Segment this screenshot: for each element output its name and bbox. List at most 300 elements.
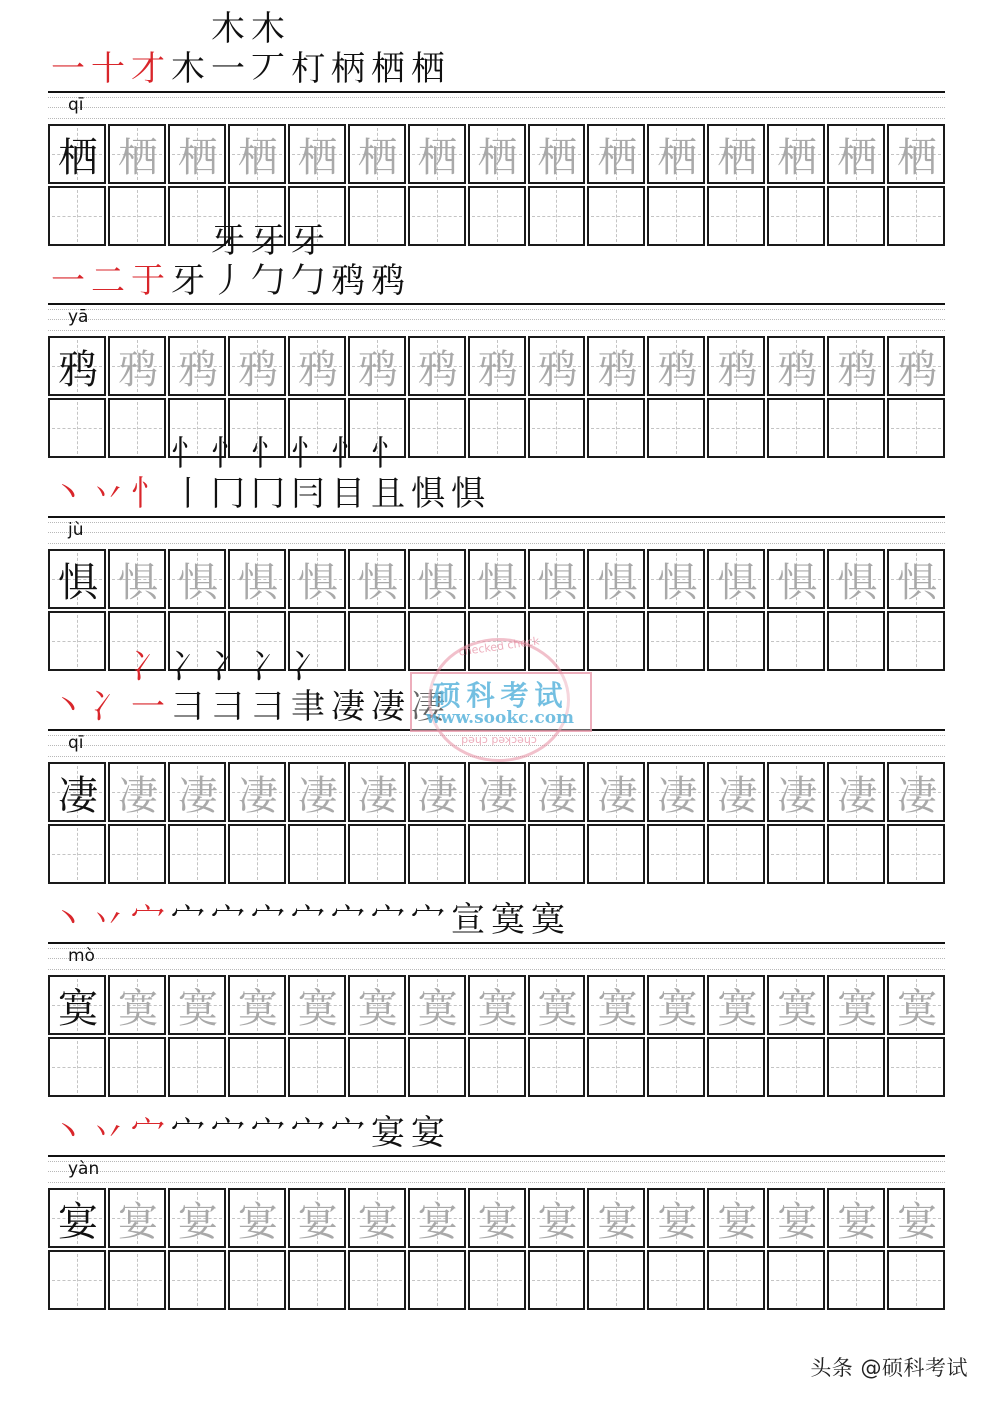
- pinyin-guide-line: [48, 969, 945, 970]
- trace-cell: [108, 549, 166, 609]
- practice-cell[interactable]: [108, 1250, 166, 1310]
- stroke-step: 宀: [251, 1113, 285, 1153]
- watermark-url: www.sookc.com: [425, 708, 575, 728]
- practice-cell[interactable]: [408, 824, 466, 884]
- trace-cell: [228, 762, 286, 822]
- trace-character: 宴: [717, 1198, 758, 1245]
- stroke-step: 宀: [211, 900, 245, 940]
- practice-cell[interactable]: [647, 1250, 705, 1310]
- stroke-step: 忄冃: [291, 434, 325, 514]
- trace-character: 栖: [837, 134, 878, 181]
- practice-cell[interactable]: [587, 824, 645, 884]
- trace-cell: [767, 549, 825, 609]
- practice-cell[interactable]: [348, 1250, 406, 1310]
- trace-cell: [767, 336, 825, 396]
- stroke-step: 二: [91, 261, 125, 301]
- model-cell: [48, 336, 106, 396]
- stroke-step: 宀: [131, 900, 165, 940]
- stroke-step: 朾: [291, 49, 325, 89]
- stroke-step: 牙丿: [211, 221, 245, 301]
- stroke-step: 忄冂: [211, 434, 245, 514]
- trace-cell: [528, 124, 586, 184]
- practice-cell[interactable]: [587, 398, 645, 458]
- stroke-step: 惧: [451, 474, 485, 514]
- stroke-step: 牙勹: [291, 221, 325, 301]
- trace-cell: [408, 1188, 466, 1248]
- stroke-step: 丷: [91, 1113, 125, 1153]
- trace-row: [48, 549, 945, 607]
- practice-cell[interactable]: [587, 186, 645, 246]
- trace-character: 惧: [837, 559, 878, 606]
- practice-cell[interactable]: [468, 186, 526, 246]
- trace-character: 宴: [477, 1198, 518, 1245]
- trace-cell: [108, 975, 166, 1035]
- practice-cell[interactable]: [408, 186, 466, 246]
- trace-cell: [587, 549, 645, 609]
- trace-cell: [168, 1188, 226, 1248]
- pinyin-guide-line: [48, 756, 945, 757]
- trace-character: 宴: [417, 1198, 458, 1245]
- practice-cell[interactable]: [168, 824, 226, 884]
- trace-cell: [468, 124, 526, 184]
- trace-character: 寞: [657, 985, 698, 1032]
- practice-cell[interactable]: [528, 186, 586, 246]
- stroke-step: 丶: [51, 474, 85, 514]
- practice-cell[interactable]: [348, 186, 406, 246]
- practice-cell[interactable]: [707, 1037, 765, 1097]
- section-divider: [48, 303, 945, 305]
- stroke-step: 宀: [411, 900, 445, 940]
- practice-cell[interactable]: [528, 398, 586, 458]
- trace-character: 鸦: [837, 346, 878, 393]
- pinyin-label: qī: [68, 733, 84, 753]
- watermark-title: 硕科考试: [432, 679, 569, 712]
- practice-cell[interactable]: [108, 186, 166, 246]
- trace-character: 鸦: [177, 346, 218, 393]
- trace-cell: [348, 124, 406, 184]
- trace-cell: [887, 762, 945, 822]
- pinyin-guide-line: [48, 97, 945, 98]
- pinyin-guide-line: [48, 735, 945, 736]
- trace-cell: [887, 1188, 945, 1248]
- trace-character: 鸦: [657, 346, 698, 393]
- trace-character: 宴: [597, 1198, 638, 1245]
- practice-cell[interactable]: [887, 824, 945, 884]
- practice-cell[interactable]: [468, 824, 526, 884]
- trace-cell: [168, 975, 226, 1035]
- trace-character: 宴: [357, 1198, 398, 1245]
- practice-cell[interactable]: [108, 1037, 166, 1097]
- stroke-step: 宀: [251, 900, 285, 940]
- trace-cell: [288, 124, 346, 184]
- trace-row: [48, 336, 945, 394]
- trace-character: 惧: [777, 559, 818, 606]
- stroke-step: 凄: [331, 687, 365, 727]
- practice-cell[interactable]: [887, 1037, 945, 1097]
- trace-cell: [528, 549, 586, 609]
- trace-cell: [707, 336, 765, 396]
- pinyin-guide-line: [48, 1171, 945, 1172]
- stroke-step: 冫: [91, 687, 125, 727]
- stroke-step: 忄: [131, 474, 165, 514]
- trace-character: 栖: [597, 134, 638, 181]
- trace-cell: [468, 762, 526, 822]
- trace-cell: [528, 762, 586, 822]
- trace-row: [48, 1188, 945, 1246]
- practice-cell[interactable]: [528, 611, 586, 671]
- section-divider: [48, 516, 945, 518]
- stroke-step: 凄: [371, 687, 405, 727]
- trace-cell: [348, 336, 406, 396]
- pinyin-guide-line: [48, 532, 945, 533]
- trace-character: 鸦: [477, 346, 518, 393]
- practice-cell[interactable]: [767, 1037, 825, 1097]
- pinyin-guide-line: [48, 118, 945, 119]
- trace-character: 栖: [417, 134, 458, 181]
- practice-cell[interactable]: [528, 824, 586, 884]
- stroke-step: 柄: [331, 49, 365, 89]
- stroke-step: 木: [171, 49, 205, 89]
- practice-cell[interactable]: [827, 824, 885, 884]
- practice-cell[interactable]: [288, 824, 346, 884]
- trace-character: 栖: [657, 134, 698, 181]
- trace-cell: [887, 975, 945, 1035]
- practice-cell[interactable]: [408, 1037, 466, 1097]
- trace-cell: [587, 336, 645, 396]
- practice-cell[interactable]: [468, 1250, 526, 1310]
- trace-cell: [767, 762, 825, 822]
- stroke-step: 冫聿: [291, 647, 325, 727]
- practice-row: [48, 824, 945, 882]
- practice-cell[interactable]: [767, 186, 825, 246]
- practice-cell[interactable]: [468, 398, 526, 458]
- stroke-order-row: [48, 9, 448, 89]
- practice-cell[interactable]: [288, 1037, 346, 1097]
- stroke-step: 凄: [411, 687, 445, 727]
- pinyin-label: jù: [68, 520, 84, 540]
- pinyin-guide-line: [48, 107, 945, 108]
- model-character: 宴: [58, 1198, 98, 1245]
- trace-character: 凄: [597, 772, 638, 819]
- model-character: 惧: [58, 559, 98, 606]
- watermark-ring-text-bottom: checked ched: [461, 734, 537, 747]
- practice-cell[interactable]: [587, 611, 645, 671]
- trace-character: 栖: [237, 134, 278, 181]
- practice-cell[interactable]: [168, 1250, 226, 1310]
- trace-cell: [408, 549, 466, 609]
- model-character: 栖: [58, 134, 98, 181]
- trace-character: 宴: [237, 1198, 278, 1245]
- trace-character: 寞: [597, 985, 638, 1032]
- trace-character: 惧: [117, 559, 158, 606]
- practice-cell[interactable]: [48, 824, 106, 884]
- model-cell: [48, 975, 106, 1035]
- trace-cell: [288, 762, 346, 822]
- trace-character: 寞: [357, 985, 398, 1032]
- practice-cell[interactable]: [887, 1250, 945, 1310]
- practice-cell[interactable]: [827, 1250, 885, 1310]
- practice-cell[interactable]: [108, 824, 166, 884]
- stroke-step: 宀: [291, 900, 325, 940]
- practice-cell[interactable]: [48, 186, 106, 246]
- practice-cell[interactable]: [827, 398, 885, 458]
- footer-credit: 头条 @硕科考试: [810, 1356, 968, 1380]
- practice-cell[interactable]: [887, 186, 945, 246]
- stroke-step: 木一: [211, 9, 245, 89]
- section-divider: [48, 942, 945, 944]
- trace-character: 栖: [297, 134, 338, 181]
- trace-character: 鸦: [237, 346, 278, 393]
- pinyin-guide-line: [48, 745, 945, 746]
- trace-cell: [408, 336, 466, 396]
- trace-row: [48, 975, 945, 1033]
- trace-cell: [827, 124, 885, 184]
- trace-character: 惧: [477, 559, 518, 606]
- trace-character: 鸦: [117, 346, 158, 393]
- trace-character: 宴: [777, 1198, 818, 1245]
- trace-character: 鸦: [297, 346, 338, 393]
- trace-character: 栖: [117, 134, 158, 181]
- trace-character: 惧: [357, 559, 398, 606]
- trace-cell: [288, 975, 346, 1035]
- trace-cell: [348, 975, 406, 1035]
- trace-character: 鸦: [597, 346, 638, 393]
- trace-cell: [887, 124, 945, 184]
- model-character: 寞: [58, 985, 98, 1032]
- model-cell: [48, 549, 106, 609]
- practice-cell[interactable]: [228, 1250, 286, 1310]
- practice-cell[interactable]: [587, 1250, 645, 1310]
- stroke-step: 鸦: [371, 261, 405, 301]
- stroke-step: 冫一: [131, 647, 165, 727]
- stroke-step: 丶: [51, 1113, 85, 1153]
- trace-character: 凄: [657, 772, 698, 819]
- trace-cell: [767, 124, 825, 184]
- trace-character: 寞: [117, 985, 158, 1032]
- practice-cell[interactable]: [767, 824, 825, 884]
- practice-cell[interactable]: [288, 1250, 346, 1310]
- trace-character: 惧: [297, 559, 338, 606]
- trace-cell: [827, 975, 885, 1035]
- trace-cell: [587, 124, 645, 184]
- practice-cell[interactable]: [707, 398, 765, 458]
- practice-cell[interactable]: [48, 1037, 106, 1097]
- trace-cell: [827, 762, 885, 822]
- stroke-step: 宀: [331, 1113, 365, 1153]
- trace-character: 寞: [417, 985, 458, 1032]
- practice-cell[interactable]: [408, 611, 466, 671]
- stroke-step: 宀: [291, 1113, 325, 1153]
- practice-cell[interactable]: [468, 611, 526, 671]
- trace-cell: [827, 1188, 885, 1248]
- character-section: [48, 1113, 945, 1367]
- model-cell: [48, 762, 106, 822]
- trace-character: 栖: [777, 134, 818, 181]
- pinyin-label: qī: [68, 95, 84, 115]
- trace-cell: [348, 762, 406, 822]
- trace-cell: [647, 549, 705, 609]
- trace-cell: [228, 975, 286, 1035]
- trace-cell: [348, 549, 406, 609]
- stroke-order-row: [48, 1109, 448, 1153]
- practice-cell[interactable]: [827, 611, 885, 671]
- trace-character: 寞: [477, 985, 518, 1032]
- practice-cell[interactable]: [48, 1250, 106, 1310]
- stroke-step: 宀: [171, 900, 205, 940]
- practice-row: [48, 1037, 945, 1095]
- practice-cell[interactable]: [587, 1037, 645, 1097]
- trace-cell: [168, 549, 226, 609]
- stroke-step: 丶: [51, 687, 85, 727]
- trace-character: 凄: [897, 772, 938, 819]
- practice-cell[interactable]: [647, 824, 705, 884]
- practice-cell[interactable]: [168, 1037, 226, 1097]
- trace-character: 惧: [597, 559, 638, 606]
- trace-cell: [887, 549, 945, 609]
- practice-cell[interactable]: [647, 1037, 705, 1097]
- trace-character: 凄: [777, 772, 818, 819]
- trace-cell: [647, 336, 705, 396]
- practice-cell[interactable]: [228, 1037, 286, 1097]
- pinyin-guide-line: [48, 958, 945, 959]
- practice-cell[interactable]: [887, 398, 945, 458]
- section-divider: [48, 1155, 945, 1157]
- trace-character: 惧: [237, 559, 278, 606]
- trace-cell: [108, 124, 166, 184]
- practice-cell[interactable]: [408, 1250, 466, 1310]
- trace-row: [48, 762, 945, 820]
- pinyin-guide-line: [48, 1161, 945, 1162]
- practice-cell[interactable]: [707, 824, 765, 884]
- trace-cell: [647, 975, 705, 1035]
- practice-cell[interactable]: [827, 186, 885, 246]
- trace-cell: [468, 975, 526, 1035]
- practice-cell[interactable]: [647, 611, 705, 671]
- practice-cell[interactable]: [348, 824, 406, 884]
- trace-character: 栖: [717, 134, 758, 181]
- practice-cell[interactable]: [647, 398, 705, 458]
- trace-cell: [647, 1188, 705, 1248]
- practice-cell[interactable]: [707, 186, 765, 246]
- trace-character: 宴: [657, 1198, 698, 1245]
- stroke-step: 宣: [451, 900, 485, 940]
- trace-cell: [408, 762, 466, 822]
- trace-character: 鸦: [417, 346, 458, 393]
- trace-cell: [168, 336, 226, 396]
- trace-cell: [707, 1188, 765, 1248]
- practice-cell[interactable]: [348, 1037, 406, 1097]
- stroke-step: 忄冂: [251, 434, 285, 514]
- stroke-step: 冫彐: [211, 647, 245, 727]
- practice-cell[interactable]: [348, 611, 406, 671]
- stroke-step: 丷: [91, 900, 125, 940]
- practice-cell[interactable]: [767, 611, 825, 671]
- practice-cell[interactable]: [468, 1037, 526, 1097]
- trace-character: 惧: [417, 559, 458, 606]
- trace-character: 凄: [477, 772, 518, 819]
- trace-cell: [887, 336, 945, 396]
- practice-cell[interactable]: [707, 611, 765, 671]
- stroke-step: 宀: [131, 1113, 165, 1153]
- trace-character: 寞: [897, 985, 938, 1032]
- trace-character: 宴: [177, 1198, 218, 1245]
- trace-character: 栖: [177, 134, 218, 181]
- stroke-step: 宴: [371, 1113, 405, 1153]
- trace-cell: [108, 762, 166, 822]
- practice-cell[interactable]: [767, 398, 825, 458]
- trace-cell: [707, 124, 765, 184]
- stroke-step: 寞: [491, 900, 525, 940]
- practice-cell[interactable]: [228, 824, 286, 884]
- practice-cell[interactable]: [767, 1250, 825, 1310]
- stroke-step: 一: [51, 49, 85, 89]
- pinyin-guide-line: [48, 330, 945, 331]
- trace-character: 惧: [897, 559, 938, 606]
- trace-row: [48, 124, 945, 182]
- stroke-step: 宴: [411, 1113, 445, 1153]
- trace-character: 凄: [837, 772, 878, 819]
- trace-cell: [288, 1188, 346, 1248]
- trace-character: 寞: [777, 985, 818, 1032]
- practice-cell[interactable]: [408, 398, 466, 458]
- trace-character: 鸦: [777, 346, 818, 393]
- trace-character: 寞: [177, 985, 218, 1032]
- practice-cell[interactable]: [827, 1037, 885, 1097]
- trace-cell: [228, 336, 286, 396]
- practice-cell[interactable]: [48, 398, 106, 458]
- trace-character: 宴: [837, 1198, 878, 1245]
- trace-cell: [707, 762, 765, 822]
- practice-cell[interactable]: [528, 1250, 586, 1310]
- trace-character: 惧: [717, 559, 758, 606]
- stroke-step: 冫彐: [171, 647, 205, 727]
- trace-cell: [228, 549, 286, 609]
- stroke-step: 鸦: [331, 261, 365, 301]
- pinyin-guide-line: [48, 948, 945, 949]
- stroke-step: 冫彐: [251, 647, 285, 727]
- pinyin-guide-line: [48, 319, 945, 320]
- trace-character: 寞: [237, 985, 278, 1032]
- trace-character: 凄: [177, 772, 218, 819]
- practice-cell[interactable]: [108, 398, 166, 458]
- practice-cell[interactable]: [528, 1037, 586, 1097]
- stroke-order-row: [48, 434, 488, 514]
- trace-cell: [827, 336, 885, 396]
- practice-cell[interactable]: [887, 611, 945, 671]
- pinyin-label: mò: [68, 946, 95, 966]
- practice-cell[interactable]: [647, 186, 705, 246]
- trace-cell: [707, 975, 765, 1035]
- trace-character: 寞: [297, 985, 338, 1032]
- practice-cell[interactable]: [707, 1250, 765, 1310]
- stroke-step: 木丆: [251, 9, 285, 89]
- trace-cell: [348, 1188, 406, 1248]
- trace-cell: [647, 124, 705, 184]
- trace-character: 鸦: [357, 346, 398, 393]
- trace-character: 寞: [837, 985, 878, 1032]
- trace-cell: [827, 549, 885, 609]
- stroke-step: 才: [131, 49, 165, 89]
- practice-cell[interactable]: [48, 611, 106, 671]
- trace-cell: [587, 975, 645, 1035]
- practice-row: [48, 186, 945, 244]
- stroke-step: 宀: [331, 900, 365, 940]
- trace-cell: [468, 549, 526, 609]
- pinyin-guide-line: [48, 522, 945, 523]
- stroke-step: 惧: [411, 474, 445, 514]
- trace-cell: [528, 1188, 586, 1248]
- stroke-step: 忄且: [371, 434, 405, 514]
